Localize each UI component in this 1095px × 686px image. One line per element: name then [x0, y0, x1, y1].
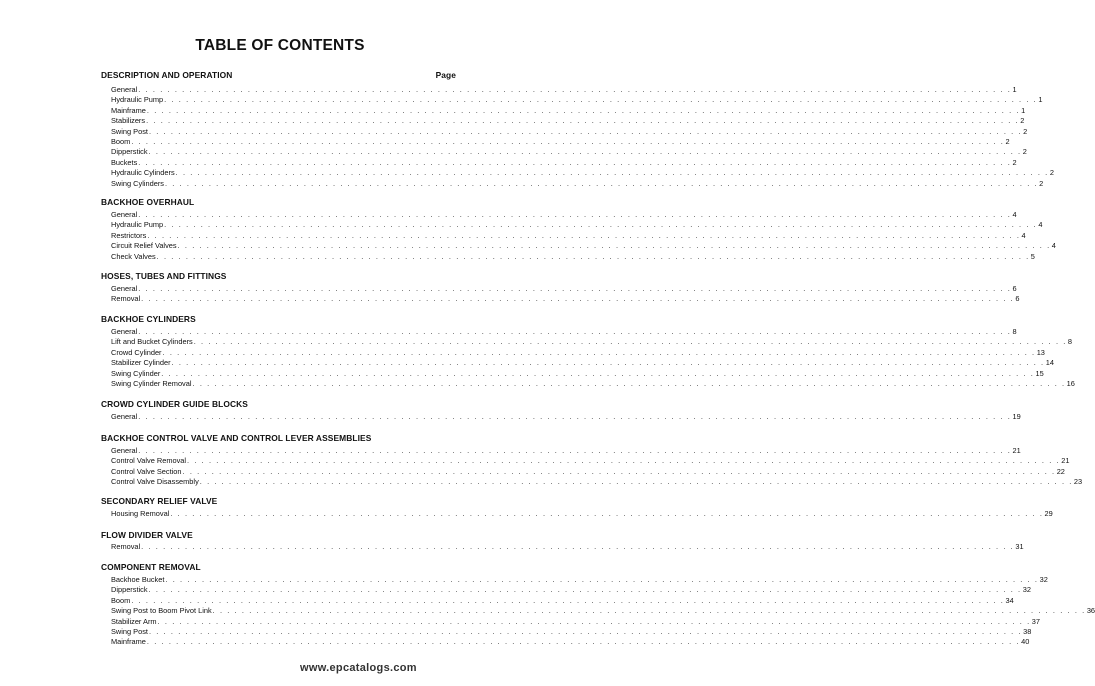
section-heading-component-removal: COMPONENT REMOVAL [101, 562, 201, 572]
toc-entry-page-number: 6 [1012, 284, 1017, 293]
toc-entry [111, 606, 1095, 616]
toc-entry-label: Stabilizers [111, 116, 146, 126]
toc-entry-page-number: 5 [1030, 251, 1035, 261]
toc-entry-label: Control Valve Section [111, 466, 182, 476]
section-heading-control-valve-assemblies: BACKHOE CONTROL VALVE AND CONTROL LEVER ASSEMBLIES [101, 433, 372, 443]
dot-leader: . . . . . . . . . . . . . . . . . . . . . . . . . . . . . . . . . . . . . . . . . . . . . . . . . . . . . . . . . . . . . . . . . . . . . . . . . . . . . . . . . . . . . . . . . . . . . . . . . . . . . . . . . . . . . . . . . . . . . . . . [148, 627, 1023, 636]
section-heading-description-and-operation: DESCRIPTION AND OPERATION Page [101, 70, 456, 80]
toc-entry [111, 466, 1065, 477]
section-heading-crowd-cylinder-guide-blocks: CROWD CYLINDER GUIDE BLOCKS [101, 399, 248, 409]
dot-leader: . . . . . . . . . . . . . . . . . . . . . . . . . . . . . . . . . . . . . . . . . . . . . . . . . . . . . . . . . . . . . . . . . . . . . . . . . . . . . . . . . . . . . . . . . . . . . . . . . . . . . . . . . . . . . . . . . . . . . . . . [165, 575, 1039, 584]
toc-entry-page-number: 37 [1031, 616, 1040, 626]
toc-entry-label: Circuit Relief Valves [111, 241, 177, 251]
toc-entry [111, 251, 1035, 262]
toc-entry-label: Crowd Cylinder [111, 347, 162, 357]
toc-entry [111, 241, 1056, 251]
toc-entry [111, 358, 1054, 368]
toc-entry-page-number: 19 [1012, 412, 1021, 421]
dot-leader: . . . . . . . . . . . . . . . . . . . . . . . . . . . . . . . . . . . . . . . . . . . . . . . . . . . . . . . . . . . . . . . . . . . . . . . . . . . . . . . . . . . . . . . . . . . . . . . . . . . . . . . . . . . . . . . . . . . . . . . . [146, 116, 1020, 126]
toc-entry-label: Backhoe Bucket [111, 575, 165, 584]
section-heading-secondary-relief-valve: SECONDARY RELIEF VALVE [101, 496, 218, 506]
section-heading-hoses-tubes-fittings: HOSES, TUBES AND FITTINGS [101, 271, 227, 281]
dot-leader: . . . . . . . . . . . . . . . . . . . . . . . . . . . . . . . . . . . . . . . . . . . . . . . . . . . . . . . . . . . . . . . . . . . . . . . . . . . . . . . . . . . . . . . . . . . . . . . . . . . . . . . . . . . . . . . . . . . . . . . . [148, 126, 1023, 136]
toc-entry [111, 105, 1026, 116]
dot-leader: . . . . . . . . . . . . . . . . . . . . . . . . . . . . . . . . . . . . . . . . . . . . . . . . . . . . . . . . . . . . . . . . . . . . . . . . . . . . . . . . . . . . . . . . . . . . . . . . . . . . . . . . . . . . . . . . . . . . . . . . [146, 637, 1021, 647]
toc-entry [111, 627, 1032, 637]
toc-entry-label: Hydraulic Pump [111, 95, 164, 105]
toc-entry-label: Removal [111, 542, 141, 551]
toc-entry-label: Swing Cylinder Removal [111, 379, 192, 388]
dot-leader: . . . . . . . . . . . . . . . . . . . . . . . . . . . . . . . . . . . . . . . . . . . . . . . . . . . . . . . . . . . . . . . . . . . . . . . . . . . . . . . . . . . . . . . . . . . . . . . . . . . . . . . . . . . . . . . . . . . . . . . . [175, 168, 1049, 178]
section-heading-flow-divider-valve: FLOW DIVIDER VALVE [101, 530, 193, 540]
toc-entry-page-number: 34 [1005, 595, 1014, 605]
toc-entry-label: Control Valve Removal [111, 456, 187, 466]
dot-leader: . . . . . . . . . . . . . . . . . . . . . . . . . . . . . . . . . . . . . . . . . . . . . . . . . . . . . . . . . . . . . . . . . . . . . . . . . . . . . . . . . . . . . . . . . . . . . . . . . . . . . . . . . . . . . . . . . . . . . . . . [147, 230, 1021, 240]
toc-entry [111, 509, 1053, 519]
toc-entry-page-number: 2 [1022, 147, 1027, 157]
toc-entry [111, 95, 1043, 105]
dot-leader: . . . . . . . . . . . . . . . . . . . . . . . . . . . . . . . . . . . . . . . . . . . . . . . . . . . . . . . . . . . . . . . . . . . . . . . . . . . . . . . . . . . . . . . . . . . . . . . . . . . . . . . . . . . . . . . . . . . . . . . . [170, 509, 1044, 518]
toc-entry [111, 220, 1043, 230]
toc-entry-page-number: 2 [1023, 126, 1028, 136]
toc-entry [111, 284, 1017, 294]
section-heading-backhoe-cylinders: BACKHOE CYLINDERS [101, 314, 196, 324]
dot-leader: . . . . . . . . . . . . . . . . . . . . . . . . . . . . . . . . . . . . . . . . . . . . . . . . . . . . . . . . . . . . . . . . . . . . . . . . . . . . . . . . . . . . . . . . . . . . . . . . . . . . . . . . . . . . . . . . . . . . . . . . [138, 210, 1012, 219]
section-heading-backhoe-overhaul: BACKHOE OVERHAUL [101, 197, 195, 207]
toc-entry-label: Lift and Bucket Cylinders [111, 337, 193, 347]
toc-entry-label: Dipperstick [111, 585, 148, 595]
toc-entry-page-number: 36 [1086, 606, 1095, 616]
toc-entry [111, 542, 1024, 552]
toc-entry-label: Dipperstick [111, 147, 148, 157]
toc-entry-page-number: 2 [1020, 116, 1025, 126]
toc-entry [111, 616, 1040, 627]
toc-entry-label: Mainframe [111, 105, 146, 115]
toc-entry-page-number: 4 [1051, 241, 1056, 251]
toc-entry-label: Swing Cylinder [111, 368, 161, 378]
toc-entry-page-number: 29 [1044, 509, 1053, 518]
toc-entry-label: General [111, 446, 138, 455]
toc-entry-page-number: 31 [1015, 542, 1024, 551]
dot-leader: . . . . . . . . . . . . . . . . . . . . . . . . . . . . . . . . . . . . . . . . . . . . . . . . . . . . . . . . . . . . . . . . . . . . . . . . . . . . . . . . . . . . . . . . . . . . . . . . . . . . . . . . . . . . . . . . . . . . . . . . [162, 347, 1036, 357]
toc-entry-page-number: 15 [1035, 368, 1044, 378]
toc-entry [111, 575, 1048, 585]
toc-entry [111, 456, 1070, 466]
toc-entry-page-number: 23 [1073, 477, 1083, 487]
toc-entry [111, 637, 1030, 647]
toc-entry-label: Swing Post to Boom Pivot Link [111, 606, 212, 616]
toc-entry [111, 368, 1044, 379]
dot-leader: . . . . . . . . . . . . . . . . . . . . . . . . . . . . . . . . . . . . . . . . . . . . . . . . . . . . . . . . . . . . . . . . . . . . . . . . . . . . . . . . . . . . . . . . . . . . . . . . . . . . . . . . . . . . . . . . . . . . . . . . [131, 137, 1005, 146]
toc-entry-page-number: 4 [1038, 220, 1043, 230]
toc-entry-page-number: 4 [1021, 230, 1026, 240]
toc-entry-label: Mainframe [111, 637, 146, 647]
toc-entry [111, 294, 1020, 304]
dot-leader: . . . . . . . . . . . . . . . . . . . . . . . . . . . . . . . . . . . . . . . . . . . . . . . . . . . . . . . . . . . . . . . . . . . . . . . . . . . . . . . . . . . . . . . . . . . . . . . . . . . . . . . . . . . . . . . . . . . . . . . . [156, 251, 1030, 261]
dot-leader: . . . . . . . . . . . . . . . . . . . . . . . . . . . . . . . . . . . . . . . . . . . . . . . . . . . . . . . . . . . . . . . . . . . . . . . . . . . . . . . . . . . . . . . . . . . . . . . . . . . . . . . . . . . . . . . . . . . . . . . . [138, 284, 1012, 293]
dot-leader: . . . . . . . . . . . . . . . . . . . . . . . . . . . . . . . . . . . . . . . . . . . . . . . . . . . . . . . . . . . . . . . . . . . . . . . . . . . . . . . . . . . . . . . . . . . . . . . . . . . . . . . . . . . . . . . . . . . . . . . . [148, 585, 1022, 595]
toc-entry-label: General [111, 284, 138, 293]
dot-leader: . . . . . . . . . . . . . . . . . . . . . . . . . . . . . . . . . . . . . . . . . . . . . . . . . . . . . . . . . . . . . . . . . . . . . . . . . . . . . . . . . . . . . . . . . . . . . . . . . . . . . . . . . . . . . . . . . . . . . . . . [131, 595, 1005, 605]
toc-entry-label: General [111, 412, 138, 421]
toc-entry-page-number: 13 [1036, 347, 1045, 357]
dot-leader: . . . . . . . . . . . . . . . . . . . . . . . . . . . . . . . . . . . . . . . . . . . . . . . . . . . . . . . . . . . . . . . . . . . . . . . . . . . . . . . . . . . . . . . . . . . . . . . . . . . . . . . . . . . . . . . . . . . . . . . . [193, 337, 1067, 347]
toc-entry-page-number: 14 [1045, 358, 1054, 368]
toc-entry-label: Control Valve Disassembly [111, 477, 199, 487]
dot-leader: . . . . . . . . . . . . . . . . . . . . . . . . . . . . . . . . . . . . . . . . . . . . . . . . . . . . . . . . . . . . . . . . . . . . . . . . . . . . . . . . . . . . . . . . . . . . . . . . . . . . . . . . . . . . . . . . . . . . . . . . [164, 220, 1038, 230]
toc-entry [111, 85, 1017, 95]
toc-entry-page-number: 2 [1039, 178, 1044, 188]
page-title: TABLE OF CONTENTS [195, 37, 365, 54]
dot-leader: . . . . . . . . . . . . . . . . . . . . . . . . . . . . . . . . . . . . . . . . . . . . . . . . . . . . . . . . . . . . . . . . . . . . . . . . . . . . . . . . . . . . . . . . . . . . . . . . . . . . . . . . . . . . . . . . . . . . . . . . [146, 105, 1021, 115]
toc-entry [111, 595, 1014, 606]
toc-entry [111, 157, 1017, 168]
dot-leader: . . . . . . . . . . . . . . . . . . . . . . . . . . . . . . . . . . . . . . . . . . . . . . . . . . . . . . . . . . . . . . . . . . . . . . . . . . . . . . . . . . . . . . . . . . . . . . . . . . . . . . . . . . . . . . . . . . . . . . . . [165, 178, 1039, 188]
toc-entry [111, 412, 1021, 422]
toc-entry-page-number: 2 [1005, 137, 1010, 146]
toc-entry [111, 168, 1054, 178]
dot-leader: . . . . . . . . . . . . . . . . . . . . . . . . . . . . . . . . . . . . . . . . . . . . . . . . . . . . . . . . . . . . . . . . . . . . . . . . . . . . . . . . . . . . . . . . . . . . . . . . . . . . . . . . . . . . . . . . . . . . . . . . [187, 456, 1061, 466]
dot-leader: . . . . . . . . . . . . . . . . . . . . . . . . . . . . . . . . . . . . . . . . . . . . . . . . . . . . . . . . . . . . . . . . . . . . . . . . . . . . . . . . . . . . . . . . . . . . . . . . . . . . . . . . . . . . . . . . . . . . . . . . [177, 241, 1051, 251]
toc-entry [111, 126, 1028, 137]
toc-entry-page-number: 1 [1021, 105, 1026, 115]
toc-entry [111, 178, 1044, 189]
toc-entry-page-number: 8 [1012, 327, 1017, 336]
dot-leader: . . . . . . . . . . . . . . . . . . . . . . . . . . . . . . . . . . . . . . . . . . . . . . . . . . . . . . . . . . . . . . . . . . . . . . . . . . . . . . . . . . . . . . . . . . . . . . . . . . . . . . . . . . . . . . . . . . . . . . . . [141, 542, 1015, 551]
toc-entry-label: Removal [111, 294, 141, 304]
dot-leader: . . . . . . . . . . . . . . . . . . . . . . . . . . . . . . . . . . . . . . . . . . . . . . . . . . . . . . . . . . . . . . . . . . . . . . . . . . . . . . . . . . . . . . . . . . . . . . . . . . . . . . . . . . . . . . . . . . . . . . . . [192, 379, 1066, 388]
toc-entry [111, 116, 1025, 126]
toc-entry-label: General [111, 327, 138, 336]
dot-leader: . . . . . . . . . . . . . . . . . . . . . . . . . . . . . . . . . . . . . . . . . . . . . . . . . . . . . . . . . . . . . . . . . . . . . . . . . . . . . . . . . . . . . . . . . . . . . . . . . . . . . . . . . . . . . . . . . . . . . . . . [138, 85, 1012, 94]
toc-entry [111, 230, 1026, 241]
footer-watermark-url: www.epcatalogs.com [300, 662, 417, 674]
toc-entry-page-number: 22 [1056, 466, 1065, 476]
toc-entry-label: Stabilizer Cylinder [111, 358, 171, 368]
toc-entry-label: Swing Cylinders [111, 178, 164, 188]
toc-entry-label: General [111, 85, 138, 94]
toc-entry [111, 327, 1017, 337]
toc-entry-label: Swing Post [111, 126, 148, 136]
toc-entry-label: Restrictors [111, 230, 147, 240]
toc-entry-page-number: 1 [1012, 85, 1017, 94]
toc-entry-label: Buckets [111, 157, 138, 167]
toc-entry-label: Boom [111, 595, 131, 605]
toc-entry-page-number: 21 [1012, 446, 1021, 455]
toc-entry [111, 337, 1073, 347]
toc-entry [111, 147, 1027, 157]
dot-leader: . . . . . . . . . . . . . . . . . . . . . . . . . . . . . . . . . . . . . . . . . . . . . . . . . . . . . . . . . . . . . . . . . . . . . . . . . . . . . . . . . . . . . . . . . . . . . . . . . . . . . . . . . . . . . . . . . . . . . . . . [141, 294, 1015, 304]
dot-leader: . . . . . . . . . . . . . . . . . . . . . . . . . . . . . . . . . . . . . . . . . . . . . . . . . . . . . . . . . . . . . . . . . . . . . . . . . . . . . . . . . . . . . . . . . . . . . . . . . . . . . . . . . . . . . . . . . . . . . . . . [138, 446, 1012, 455]
toc-entry [111, 477, 1083, 487]
toc-entry-label: Hydraulic Pump [111, 220, 164, 230]
toc-entry-label: Check Valves [111, 251, 156, 261]
toc-entry-page-number: 21 [1061, 456, 1070, 466]
dot-leader: . . . . . . . . . . . . . . . . . . . . . . . . . . . . . . . . . . . . . . . . . . . . . . . . . . . . . . . . . . . . . . . . . . . . . . . . . . . . . . . . . . . . . . . . . . . . . . . . . . . . . . . . . . . . . . . . . . . . . . . . [138, 157, 1012, 167]
toc-entry-page-number: 38 [1023, 627, 1032, 636]
dot-leader: . . . . . . . . . . . . . . . . . . . . . . . . . . . . . . . . . . . . . . . . . . . . . . . . . . . . . . . . . . . . . . . . . . . . . . . . . . . . . . . . . . . . . . . . . . . . . . . . . . . . . . . . . . . . . . . . . . . . . . . . [212, 606, 1086, 616]
dot-leader: . . . . . . . . . . . . . . . . . . . . . . . . . . . . . . . . . . . . . . . . . . . . . . . . . . . . . . . . . . . . . . . . . . . . . . . . . . . . . . . . . . . . . . . . . . . . . . . . . . . . . . . . . . . . . . . . . . . . . . . . [148, 147, 1022, 157]
dot-leader: . . . . . . . . . . . . . . . . . . . . . . . . . . . . . . . . . . . . . . . . . . . . . . . . . . . . . . . . . . . . . . . . . . . . . . . . . . . . . . . . . . . . . . . . . . . . . . . . . . . . . . . . . . . . . . . . . . . . . . . . [138, 327, 1012, 336]
toc-entry-page-number: 1 [1038, 95, 1043, 105]
toc-entry-page-number: 16 [1066, 379, 1075, 388]
dot-leader: . . . . . . . . . . . . . . . . . . . . . . . . . . . . . . . . . . . . . . . . . . . . . . . . . . . . . . . . . . . . . . . . . . . . . . . . . . . . . . . . . . . . . . . . . . . . . . . . . . . . . . . . . . . . . . . . . . . . . . . . [138, 412, 1012, 421]
toc-entry [111, 210, 1017, 220]
toc-entry [111, 446, 1021, 456]
toc-entry-label: Hydraulic Cylinders [111, 168, 175, 178]
dot-leader: . . . . . . . . . . . . . . . . . . . . . . . . . . . . . . . . . . . . . . . . . . . . . . . . . . . . . . . . . . . . . . . . . . . . . . . . . . . . . . . . . . . . . . . . . . . . . . . . . . . . . . . . . . . . . . . . . . . . . . . . [182, 466, 1056, 476]
dot-leader: . . . . . . . . . . . . . . . . . . . . . . . . . . . . . . . . . . . . . . . . . . . . . . . . . . . . . . . . . . . . . . . . . . . . . . . . . . . . . . . . . . . . . . . . . . . . . . . . . . . . . . . . . . . . . . . . . . . . . . . . [157, 616, 1031, 626]
toc-entry-page-number: 8 [1067, 337, 1073, 347]
toc-entry-page-number: 2 [1049, 168, 1054, 178]
dot-leader: . . . . . . . . . . . . . . . . . . . . . . . . . . . . . . . . . . . . . . . . . . . . . . . . . . . . . . . . . . . . . . . . . . . . . . . . . . . . . . . . . . . . . . . . . . . . . . . . . . . . . . . . . . . . . . . . . . . . . . . . [161, 368, 1035, 378]
toc-entry-label: Boom [111, 137, 131, 146]
toc-entry [111, 379, 1075, 389]
toc-entry-page-number: 40 [1021, 637, 1030, 647]
dot-leader: . . . . . . . . . . . . . . . . . . . . . . . . . . . . . . . . . . . . . . . . . . . . . . . . . . . . . . . . . . . . . . . . . . . . . . . . . . . . . . . . . . . . . . . . . . . . . . . . . . . . . . . . . . . . . . . . . . . . . . . . [164, 95, 1038, 105]
toc-entry-label: Stabilizer Arm [111, 616, 157, 626]
dot-leader: . . . . . . . . . . . . . . . . . . . . . . . . . . . . . . . . . . . . . . . . . . . . . . . . . . . . . . . . . . . . . . . . . . . . . . . . . . . . . . . . . . . . . . . . . . . . . . . . . . . . . . . . . . . . . . . . . . . . . . . . [199, 477, 1073, 487]
toc-entry-label: General [111, 210, 138, 219]
dot-leader: . . . . . . . . . . . . . . . . . . . . . . . . . . . . . . . . . . . . . . . . . . . . . . . . . . . . . . . . . . . . . . . . . . . . . . . . . . . . . . . . . . . . . . . . . . . . . . . . . . . . . . . . . . . . . . . . . . . . . . . . [171, 358, 1045, 368]
toc-entry-label: Swing Post [111, 627, 148, 636]
toc-entry-page-number: 32 [1039, 575, 1048, 584]
page-column-label: Page [435, 70, 456, 80]
toc-entry-page-number: 32 [1022, 585, 1031, 595]
toc-entry-label: Housing Removal [111, 509, 170, 518]
toc-entry [111, 137, 1010, 147]
toc-entry-page-number: 6 [1015, 294, 1020, 304]
toc-entry-page-number: 4 [1012, 210, 1017, 219]
toc-entry [111, 585, 1031, 595]
toc-entry-page-number: 2 [1012, 157, 1017, 167]
toc-entry [111, 347, 1045, 358]
